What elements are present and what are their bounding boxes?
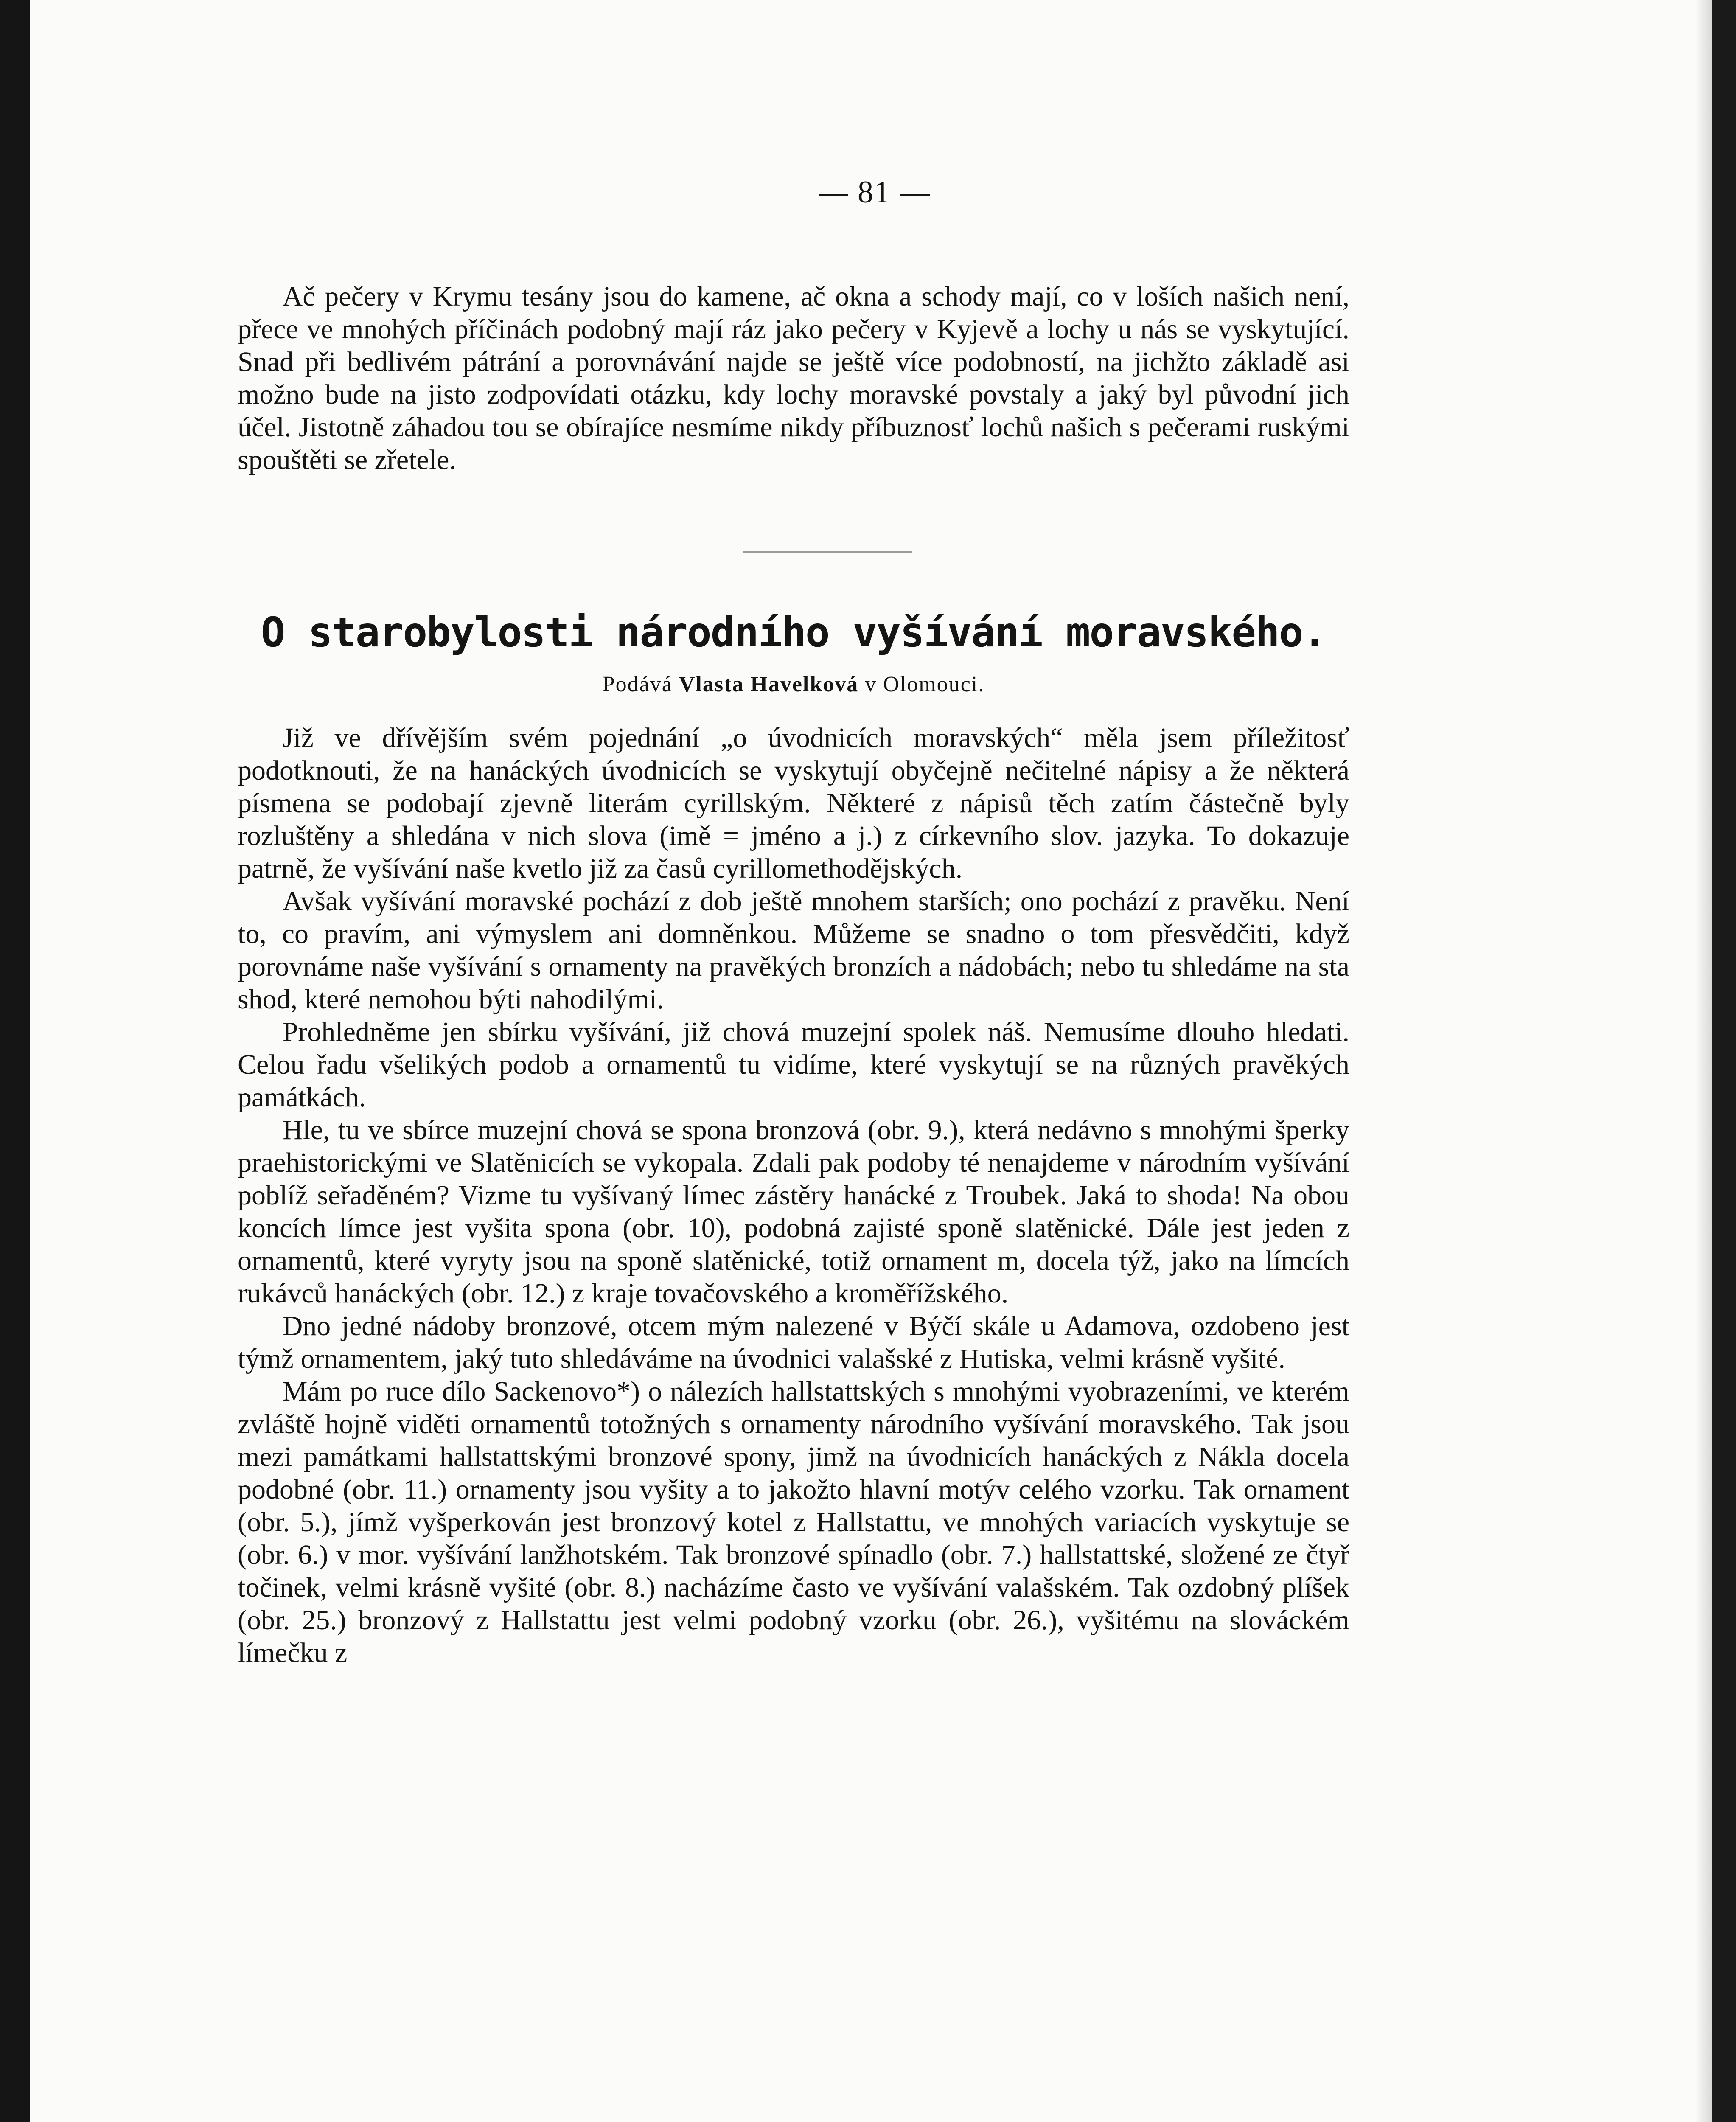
intro-paragraph: Ač pečery v Krymu tesány jsou do kamene, ač okna a schody mají, co v loších našich není, přece ve mnohých příčinách podobný mají ráz jako pečery v Kyjevě a lochy u nás se vyskytující. Snad při bedlivém pátrání a porovnávání najde se ještě více podobností, na jichžto základě asi možno bude na jisto zodpovídati otázku, kdy lochy moravské povstaly a jaký byl původní jich účel. Jistotně záhadou tou se obírajíce nesmíme nikdy příbuznosť lochů našich s pečerami ruskými spouštěti se zřetele. [238, 281, 1349, 475]
scan-left-edge [0, 0, 30, 2122]
article-title: O starobylosti národního vyšívání moravského. [261, 609, 1327, 656]
intro-section [238, 280, 1349, 476]
body-paragraph: Prohledněme jen sbírku vyšívání, již chová muzejní spolek náš. Nemusíme dlouho hledati. Celou řadu všelikých podob a ornamentů tu vidíme, které vyskytují se na různých pravěkých památkách. [238, 1016, 1349, 1113]
page-number [747, 176, 1001, 209]
page-number-text: 81 [858, 175, 891, 210]
scan-right-shadow [1695, 0, 1712, 2122]
scan-right-edge [1712, 0, 1736, 2122]
body-paragraph: Dno jedné nádoby bronzové, otcem mým nalezené v Býčí skále u Adamova, ozdobeno jest týmž ornamentem, jaký tuto shledáváme na úvodnici valašské z Hutiska, velmi krásně vyšité. [238, 1311, 1349, 1374]
page-number-dash-right [900, 194, 930, 196]
page-number-dash-left [819, 194, 848, 196]
section-divider [743, 551, 912, 553]
article-byline [238, 672, 1349, 697]
article-body [238, 721, 1349, 1669]
byline-prefix: Podává [602, 672, 673, 696]
body-paragraph: Avšak vyšívání moravské pochází z dob ještě mnohem starších; ono pochází z pravěku. Není to, co pravím, ani výmyslem ani domněnkou. Můžeme se snadno o tom přesvědčiti, když porovnáme naše vyšívání s ornamenty na pravěkých bronzích a nádobách; nebo tu shledáme na sta shod, které nemohou býti nahodilými. [238, 886, 1349, 1015]
body-paragraph: Hle, tu ve sbírce muzejní chová se spona bronzová (obr. 9.), která nedávno s mnohými šperky praehistorickými ve Slatěnicích se vykopala. Zdali pak podoby té nenajdeme v národním vyšívání poblíž seřaděném? Vizme tu vyšívaný límec zástěry hanácké z Troubek. Jaká to shoda! Na obou koncích límce jest vyšita spona (obr. 10), podobná zajisté sponě slatěnické. Dále jest jeden z ornamentů, které vyryty jsou na sponě slatěnické, totiž ornament m, docela týž, jako na límcích rukávců hanáckých (obr. 12.) z kraje tovačovského a kroměřížského. [238, 1114, 1349, 1309]
body-paragraph: Již ve dřívějším svém pojednání „o úvodnicích moravských“ měla jsem příležitosť podotknouti, že na hanáckých úvodnicích se vyskytují obyčejně nečitelné nápisy a že některá písmena se podobají zjevně literám cyrillským. Některé z nápisů těch zatím částečně byly rozluštěny a shledána v nich slova (imě = jméno a j.) z církevního slov. jazyka. To dokazuje patrně, že vyšívání naše kvetlo již za časů cyrillomethodějských. [238, 722, 1349, 884]
body-paragraph: Mám po ruce dílo Sackenovo*) o nálezích hallstattských s mnohými vyobrazeními, ve kterém zvláště hojně viděti ornamentů totožných s ornamenty národního vyšívání moravského. Tak jsou mezi památkami hallstattskými bronzové spony, jimž na úvodnicích hanáckých z Nákla docela podobné (obr. 11.) ornamenty jsou vyšity a to jakožto hlavní motýv celého vzorku. Tak ornament (obr. 5.), jímž vyšperkován jest bronzový kotel z Hallstattu, ve mnohých variacích vyskytuje se (obr. 6.) v mor. vyšívání lanžhotském. Tak bronzové spínadlo (obr. 7.) hallstattské, složené ze čtyř točinek, velmi krásně vyšité (obr. 8.) nacházíme často ve vyšívání valašském. Tak ozdobný plíšek (obr. 25.) bronzový z Hallstattu jest velmi podobný vzorku (obr. 26.), vyšitému na slováckém límečku z [238, 1376, 1349, 1668]
byline-suffix: v Olomouci. [865, 672, 985, 696]
byline-author: Vlasta Havelková [679, 672, 859, 696]
